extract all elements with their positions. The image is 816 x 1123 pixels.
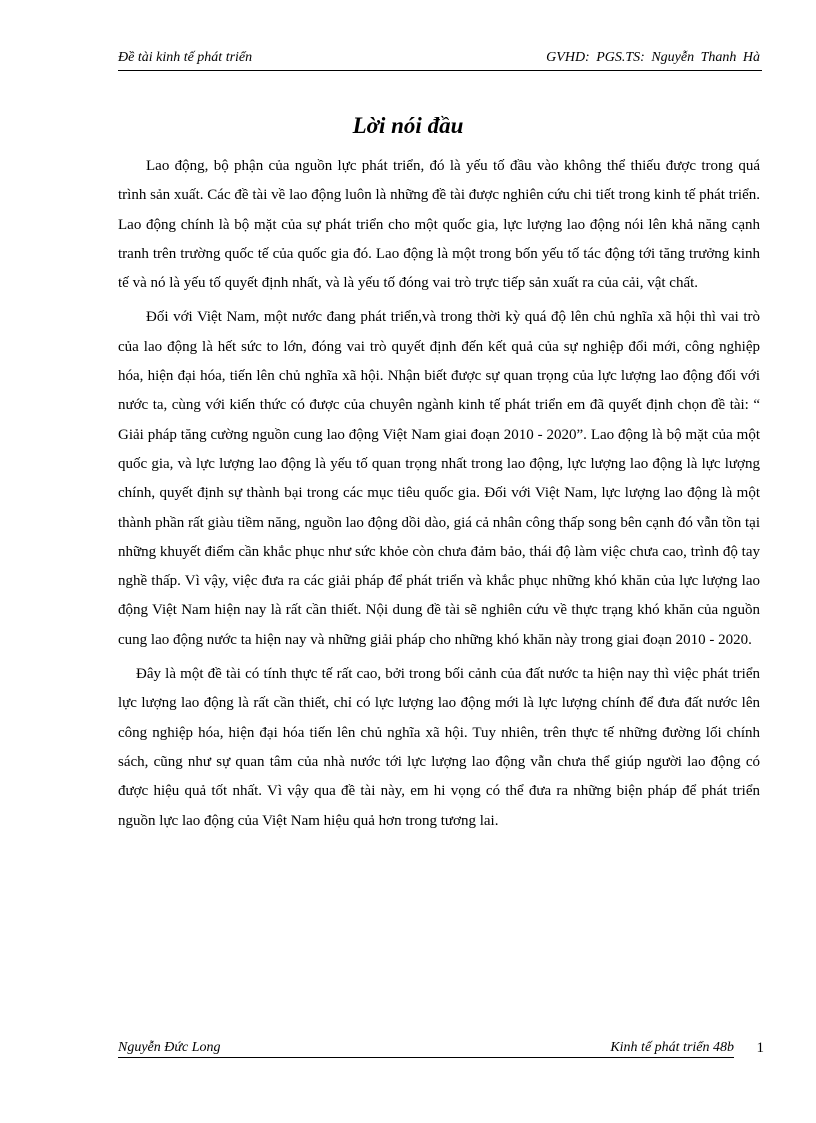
footer-author-line	[118, 1040, 734, 1058]
header-document-topic: Đề tài kinh tế phát triển	[118, 50, 253, 65]
footer-author: Nguyễn Đức Long	[118, 1040, 221, 1055]
paragraph: Lao động, bộ phận của nguồn lực phát triển, đó là yếu tố đầu vào không thể thiếu được trong quá trình sản xuất. Các đề tài về lao động luôn là những đề tài được nghiên cứu chi tiết trong kinh tế phát triển. Lao động chính là bộ mặt của sự phát triển cho một quốc gia, lực lượng lao động nói lên khả năng cạnh tranh trên trường quốc tế của quốc gia đó. Lao động là một trong bốn yếu tố tác động tới tăng trưởng kinh tế và nó là yếu tố quyết định nhất, và là yếu tố đóng vai trò trực tiếp sản xuất ra của cải, vật chất.	[118, 158, 760, 292]
header-supervisor: GVHD: PGS.TS: Nguyễn Thanh Hà	[546, 50, 760, 65]
page-footer	[118, 1040, 764, 1060]
footer-course: Kinh tế phát triển 48b	[610, 1040, 734, 1055]
page-title: Lời nói đầu	[352, 113, 464, 138]
page-number: 1	[756, 1040, 764, 1056]
paragraph: Đối với Việt Nam, một nước đang phát triển,và trong thời kỳ quá độ lên chủ nghĩa xã hội thì vai trò của lao động là hết sức to lớn, đóng vai trò quyết định đến kết quả của sự nghiệp đổi mới, công nghiệp hóa, hiện đại hóa, tiến lên chủ nghĩa xã hội. Nhận biết được sự quan trọng của lực lượng lao động đối với nước ta, cùng với kiến thức có được của chuyên ngành kinh tế phát triển em đã quyết định chọn đề tài: “ Giải pháp tăng cường nguồn cung lao động Việt Nam giai đoạn 2010 - 2020”. Lao động là bộ mặt của một quốc gia, và lực lượng lao động là yếu tố quan trọng nhất trong lao động, lực lượng lao động là lực lượng chính, quyết định sự thành bại trong các mục tiêu quốc gia. Đối với Việt Nam, lực lượng lao động là một thành phần rất giàu tiềm năng, nguồn lao động dồi dào, giá cả nhân công thấp song bên cạnh đó vẫn tồn tại những khuyết điểm cần khắc phục như sức khỏe còn chưa đảm bảo, thái độ làm việc chưa cao, trình độ tay nghề thấp. Vì vậy, việc đưa ra các giải pháp để phát triển và khắc phục những khó khăn của lực lượng lao động Việt Nam hiện nay là rất cần thiết. Nội dung đề tài sẽ nghiên cứu về thực trạng khó khăn của nguồn cung lao động nước ta hiện nay và những giải pháp cho những khó khăn này trong giai đoạn 2010 - 2020.	[118, 309, 760, 648]
paragraph: Đây là một đề tài có tính thực tế rất cao, bởi trong bối cảnh của đất nước ta hiện nay thì việc phát triển lực lượng lao động là rất cần thiết, chỉ có lực lượng lao động mới là lực lượng chính để đưa đất nước lên công nghiệp hóa, hiện đại hóa tiến lên chủ nghĩa xã hội. Tuy nhiên, trên thực tế những đường lối chính sách, cũng như sự quan tâm của nhà nước tới lực lượng lao động vẫn chưa thể giúp người lao động có được hiệu quả tốt nhất. Vì vậy qua đề tài này, em hi vọng có thể đưa ra những biện pháp để phát triển nguồn lực lao động của Việt Nam hiệu quả hơn trong tương lai.	[118, 666, 760, 829]
page-header	[118, 50, 762, 71]
body-text	[118, 152, 760, 841]
